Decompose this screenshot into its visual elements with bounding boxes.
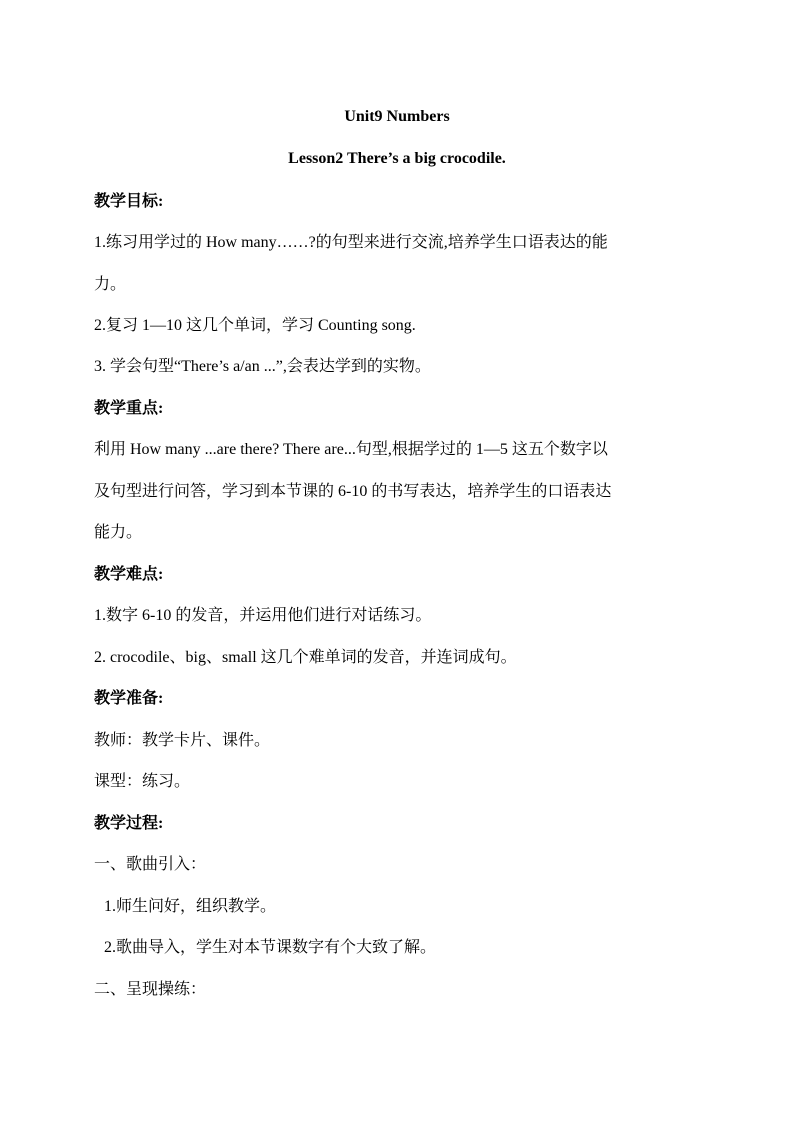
process-section-1: 一、歌曲引入：: [94, 856, 207, 873]
page-title: Unit9 Numbers: [344, 108, 450, 125]
key-points-line-3: 能力。: [94, 524, 143, 541]
objective-2: 2.复习 1—10 这几个单词，学习 Counting song.: [94, 317, 416, 334]
process-heading: 教学过程:: [94, 815, 164, 832]
process-step-1: 1.师生问好，组织教学。: [104, 898, 277, 915]
key-points-line-2: 及句型进行问答，学习到本节课的 6-10 的书写表达，培养学生的口语表达: [94, 483, 612, 500]
objective-1-line-1: 1.练习用学过的 How many……?的句型来进行交流,培养学生口语表达的能: [94, 234, 608, 251]
lesson-subtitle: Lesson2 There’s a big crocodile.: [288, 150, 506, 167]
objective-1-line-2: 力。: [94, 276, 127, 293]
key-points-line-1: 利用 How many ...are there? There are...句型,根据学过的 1—5 这五个数字以: [94, 441, 608, 458]
key-points-heading: 教学重点:: [94, 400, 164, 417]
preparation-heading: 教学准备:: [94, 690, 164, 707]
difficulty-1: 1.数字 6-10 的发音，并运用他们进行对话练习。: [94, 607, 432, 624]
process-step-2: 2.歌曲导入，学生对本节课数字有个大致了解。: [104, 939, 437, 956]
objective-3: 3. 学会句型“There’s a/an ...”,会表达学到的实物。: [94, 358, 431, 375]
preparation-type: 课型：练习。: [94, 773, 191, 790]
difficulties-heading: 教学难点:: [94, 566, 164, 583]
difficulty-2: 2. crocodile、big、small 这几个难单词的发音，并连词成句。: [94, 649, 517, 666]
preparation-teacher: 教师：教学卡片、课件。: [94, 732, 271, 749]
objectives-heading: 教学目标:: [94, 193, 164, 210]
process-section-2: 二、呈现操练：: [94, 981, 207, 998]
